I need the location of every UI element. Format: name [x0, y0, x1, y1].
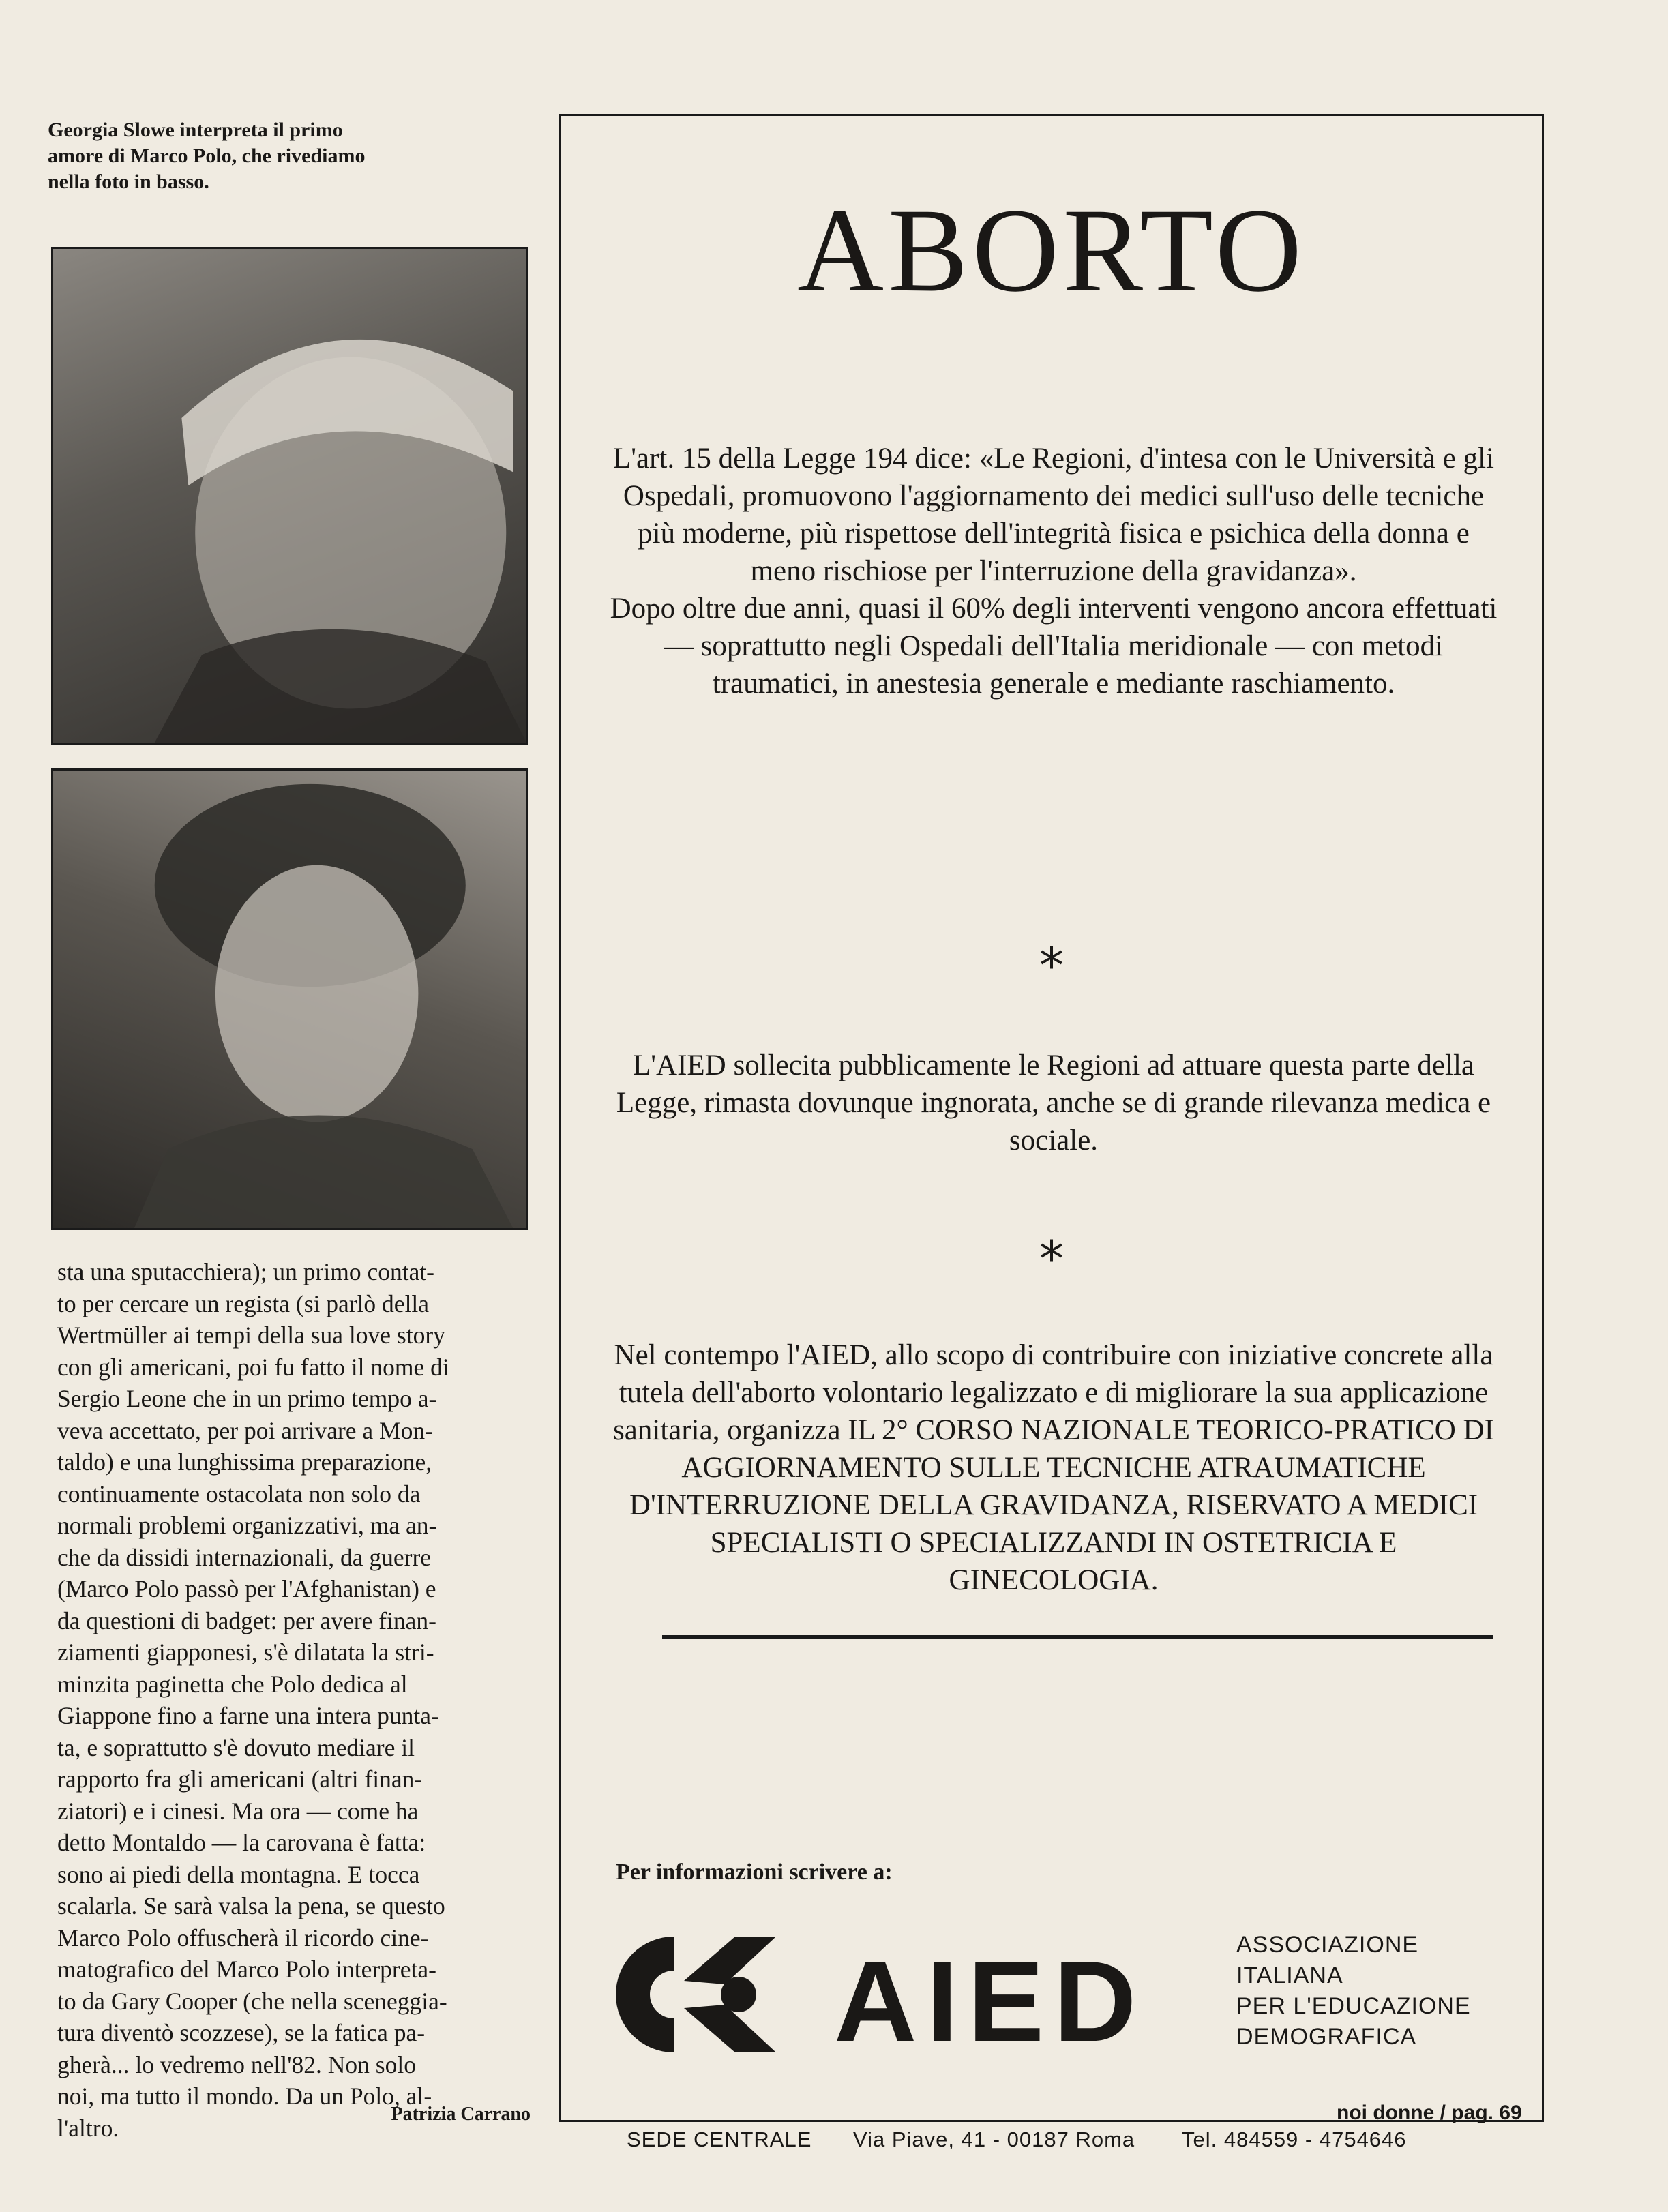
article-line: matografico del Marco Polo interpreta- — [57, 1956, 436, 1983]
article-line: sta una sputacchiera); un primo contat- — [57, 1258, 435, 1285]
article-line: tura diventò scozzese), se la fatica pa- — [57, 2019, 426, 2046]
aied-logo — [616, 1933, 1216, 2056]
article-line: da questioni di badget: per avere finan- — [57, 1606, 436, 1634]
article-line: veva accettato, per poi arrivare a Mon- — [57, 1416, 433, 1444]
info-heading: Per informazioni scrivere a: — [616, 1859, 893, 1885]
org-line: ASSOCIAZIONE — [1236, 1932, 1419, 1958]
article-line: to da Gary Cooper (che nella sceneggia- — [57, 1987, 447, 2015]
organization-name — [1236, 1930, 1471, 2052]
article-line: continuamente ostacolata non solo da — [57, 1480, 421, 1508]
article-text — [57, 1256, 535, 2144]
street-address: Via Piave, 41 - 00187 Roma — [853, 2127, 1135, 2151]
article-line: ziamenti giapponesi, s'è dilatata la stri- — [57, 1639, 434, 1666]
asterisk-separator: * — [1039, 937, 1064, 994]
ad-paragraph-law — [602, 440, 1505, 702]
article-line: sono ai piedi della montagna. E tocca — [57, 1860, 420, 1888]
article-line: scalarla. Se sarà valsa la pena, se questo — [57, 1892, 445, 1919]
logo-wordmark: AIED — [834, 1937, 1146, 2056]
article-line: (Marco Polo passò per l'Afghanistan) e — [57, 1575, 436, 1602]
article-line: che da dissidi internazionali, da guerre — [57, 1543, 432, 1571]
photo-marco-polo — [51, 768, 528, 1230]
photo-georgia-slowe — [51, 247, 528, 745]
page-footer: noi donne / pag. 69 — [1337, 2102, 1522, 2124]
article-line: detto Montaldo — la carovana è fatta: — [57, 1829, 426, 1856]
article-line: taldo) e una lunghissima preparazione, — [57, 1448, 432, 1476]
article-line: rapporto fra gli americani (altri finan- — [57, 1765, 423, 1793]
ad-paragraph-course — [602, 1336, 1505, 1599]
ad-paragraph-appeal: L'AIED sollecita pubblicamente le Regioni ad attuare questa parte della Legge, rimasta dovunque ingnorata, anche se di grande rilevanza medica e sociale. — [616, 1049, 1491, 1156]
article-line: gherà... lo vedremo nell'82. Non solo — [57, 2050, 416, 2078]
ad-course-title: IL 2° CORSO NAZIONALE TEORICO-PRATICO DI AGGIORNAMENTO SULLE TECNICHE ATRAUMATICHE D'INTERRUZIONE DELLA GRAVIDANZA, RISERVATO A MEDICI SPECIALISTI O SPECIALIZZANDI IN OSTETRICIA E GINECOLOGIA. — [629, 1414, 1494, 1596]
asterisk-separator: * — [1039, 1230, 1064, 1287]
article-byline: Patrizia Carrano — [391, 2104, 531, 2125]
article-line: minzita paginetta che Polo dedica al — [57, 1670, 408, 1698]
article-line: Marco Polo offuscherà il ricordo cine- — [57, 1924, 429, 1952]
aied-emblem-icon — [616, 1937, 776, 2052]
article-line: l'altro. — [57, 2114, 119, 2142]
telephone: Tel. 484559 - 4754646 — [1182, 2127, 1407, 2151]
aied-advertisement — [559, 114, 1544, 2151]
ad-statistics: Dopo oltre due anni, quasi il 60% degli interventi vengono ancora effettuati — soprattutto negli Ospedali dell'Italia meridionale — con metodi traumatici, in anestesia generale e mediante raschiamento. — [610, 593, 1498, 700]
article-line: noi, ma tutto il mondo. Da un Polo, al- — [57, 2082, 432, 2110]
photo-caption: Georgia Slowe interpreta il primo amore di Marco Polo, che rivediamo nella foto in basso. — [48, 119, 366, 193]
article-line: Sergio Leone che in un primo tempo a- — [57, 1385, 437, 1412]
org-line: DEMOGRAFICA — [1236, 2024, 1417, 2050]
article-line: ta, e soprattutto s'è dovuto mediare il — [57, 1733, 415, 1761]
article-line: Wertmüller ai tempi della sua love story — [57, 1321, 445, 1349]
article-line: normali problemi organizzativi, ma an- — [57, 1512, 437, 1539]
org-line: ITALIANA — [1236, 1962, 1343, 1988]
org-line: PER L'EDUCAZIONE — [1236, 1993, 1471, 2019]
sede-label: SEDE CENTRALE — [627, 2127, 812, 2151]
ad-title: ABORTO — [797, 184, 1306, 317]
divider-rule — [662, 1635, 1493, 1639]
article-line: to per cercare un regista (si parlò della — [57, 1289, 430, 1317]
ad-course-intro: Nel contempo l'AIED, allo scopo di contribuire con iniziative concrete alla tutela dell'aborto volontario legalizzato e di migliorare la sua applicazione sanitaria, organizza — [613, 1339, 1493, 1446]
article-line: ziatori) e i cinesi. Ma ora — come ha — [57, 1797, 419, 1825]
article-line: con gli americani, poi fu fatto il nome di — [57, 1353, 449, 1381]
ad-law-quote: L'art. 15 della Legge 194 dice: «Le Regioni, d'intesa con le Università e gli Ospedali, promuovono l'aggiornamento dei medici sull'uso delle tecniche più moderne, più rispettose dell'integrità fisica e psichica della donna e meno rischiose per l'interruzione della gravidanza». — [613, 443, 1494, 587]
article-line: Giappone fino a farne una intera punta- — [57, 1702, 439, 1729]
